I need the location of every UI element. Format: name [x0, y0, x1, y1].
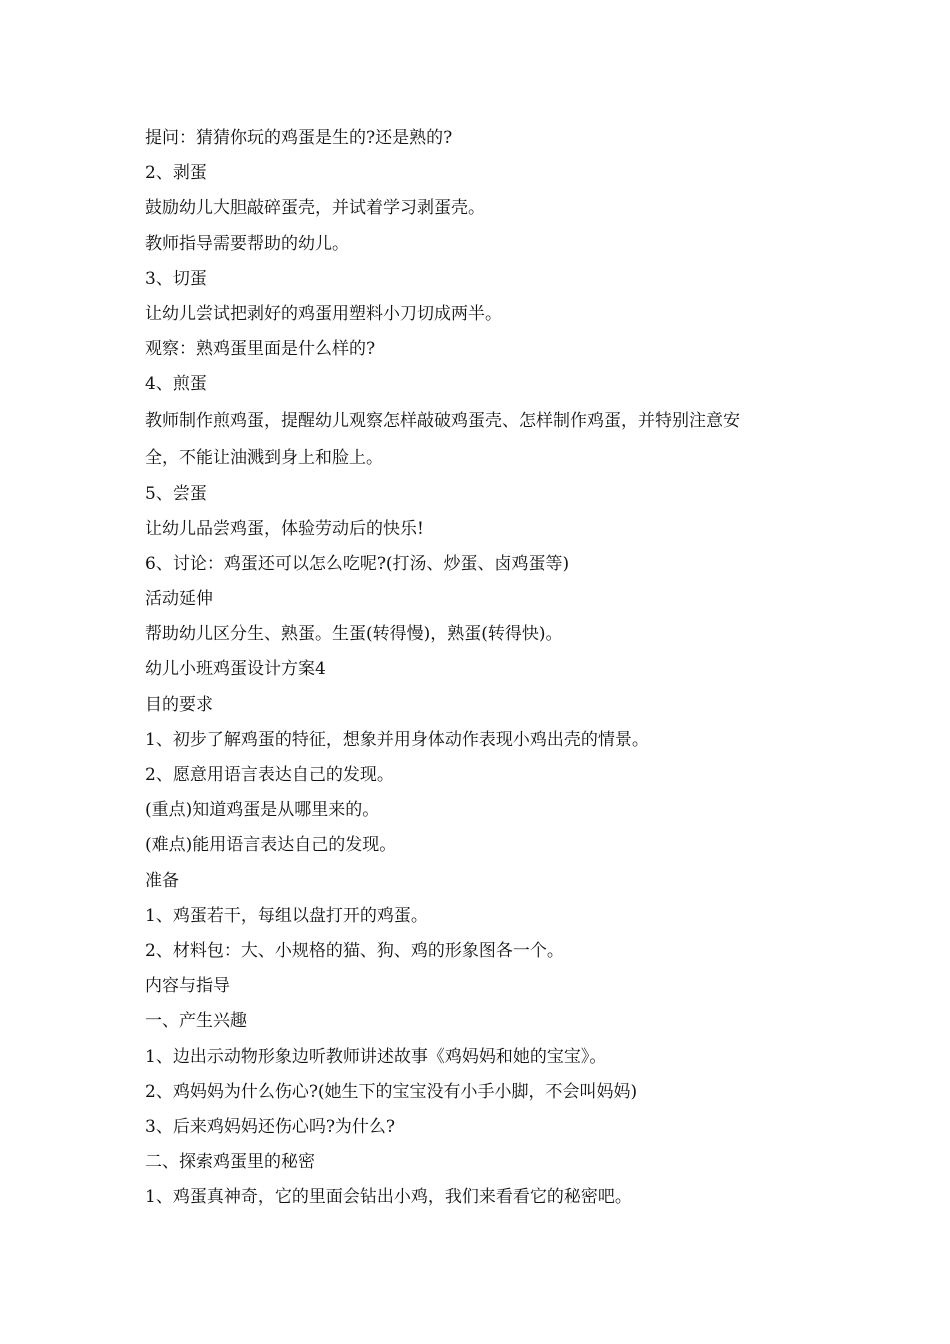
- text-line: (重点)知道鸡蛋是从哪里来的。: [145, 800, 380, 821]
- section-heading: 目的要求: [145, 694, 213, 715]
- document-body: [145, 121, 815, 1215]
- text-line: 观察：熟鸡蛋里面是什么样的?: [145, 339, 376, 360]
- paragraph-line-1: 教师制作煎鸡蛋，提醒幼儿观察怎样敲破鸡蛋壳、怎样制作鸡蛋，并特别注意安: [145, 410, 740, 431]
- section-heading: 2、剥蛋: [145, 163, 207, 184]
- wrapped-paragraph: [145, 403, 815, 477]
- text-line: 1、鸡蛋真神奇，它的里面会钻出小鸡，我们来看看它的秘密吧。: [145, 1187, 632, 1208]
- text-line: 2、鸡妈妈为什么伤心?(她生下的宝宝没有小手小脚，不会叫妈妈): [145, 1081, 638, 1102]
- text-line: 3、后来鸡妈妈还伤心吗?为什么?: [145, 1116, 396, 1137]
- text-line: 6、讨论：鸡蛋还可以怎么吃呢?(打汤、炒蛋、卤鸡蛋等): [145, 553, 570, 574]
- text-line: 鼓励幼儿大胆敲碎蛋壳，并试着学习剥蛋壳。: [145, 198, 485, 219]
- text-line: 1、初步了解鸡蛋的特征，想象并用身体动作表现小鸡出壳的情景。: [145, 729, 649, 750]
- section-heading: 准备: [145, 870, 179, 891]
- text-line: 帮助幼儿区分生、熟蛋。生蛋(转得慢)，熟蛋(转得快)。: [145, 624, 563, 645]
- section-heading: 3、切蛋: [145, 268, 207, 289]
- section-heading: 一、产生兴趣: [145, 1011, 247, 1032]
- text-line: 让幼儿品尝鸡蛋，体验劳动后的快乐!: [145, 518, 424, 539]
- section-heading: 4、煎蛋: [145, 374, 207, 395]
- text-line: 教师指导需要帮助的幼儿。: [145, 233, 349, 254]
- text-line: 提问：猜猜你玩的鸡蛋是生的?还是熟的?: [145, 128, 453, 148]
- text-line: 2、材料包：大、小规格的猫、狗、鸡的形象图各一个。: [145, 940, 564, 961]
- section-heading: 活动延伸: [145, 589, 213, 610]
- text-line: 1、鸡蛋若干，每组以盘打开的鸡蛋。: [145, 905, 428, 926]
- text-line: 1、边出示动物形象边听教师讲述故事《鸡妈妈和她的宝宝》。: [145, 1046, 607, 1067]
- paragraph-line-2: 全，不能让油溅到身上和脸上。: [145, 447, 383, 468]
- document-title: 幼儿小班鸡蛋设计方案4: [145, 659, 326, 680]
- text-line: 2、愿意用语言表达自己的发现。: [145, 765, 394, 785]
- section-heading: 内容与指导: [145, 976, 230, 997]
- text-line: (难点)能用语言表达自己的发现。: [145, 835, 397, 856]
- section-heading: 二、探索鸡蛋里的秘密: [145, 1152, 315, 1173]
- text-line: 让幼儿尝试把剥好的鸡蛋用塑料小刀切成两半。: [145, 303, 502, 324]
- section-heading: 5、尝蛋: [145, 483, 207, 504]
